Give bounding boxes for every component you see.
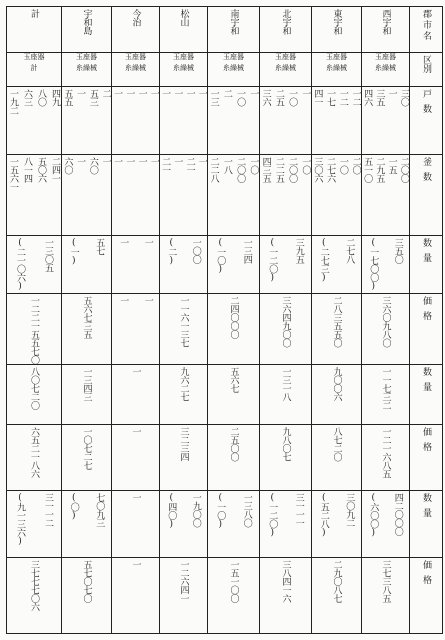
row-label-waste_price xyxy=(410,425,443,491)
cell-value: 一 xyxy=(300,89,311,98)
cell-value: 一 xyxy=(148,89,159,98)
cell-households-4 xyxy=(160,87,208,155)
sub-imabari: 玉座器 糸繰械 xyxy=(112,53,160,87)
cell-waste_qty-6 xyxy=(62,365,112,425)
cell-raw_silk_price-7 xyxy=(7,293,62,364)
cell-value: 三七三八五 xyxy=(380,559,391,603)
cell-value: 二 xyxy=(100,89,111,98)
header-minamiuwa: 南宇和 xyxy=(208,7,260,53)
cell-value: 二一 xyxy=(184,157,195,175)
row-label-text: 数量 xyxy=(421,367,431,398)
cell-value: 二二五 xyxy=(273,157,284,183)
cell-value: 一五六一 xyxy=(8,157,18,192)
cell-stoves-0 xyxy=(362,155,410,235)
cell-households-2 xyxy=(260,87,312,155)
sublabel-row xyxy=(7,53,443,87)
cell-value: 一〇 xyxy=(235,89,246,107)
cell-value: 二一 xyxy=(160,157,171,175)
cell-value: 一三四三 xyxy=(81,367,92,402)
cell-households-1 xyxy=(312,87,362,155)
cell-value: 二四一 xyxy=(50,157,60,183)
row-waste_price xyxy=(7,425,443,491)
cell-value: 二九五 xyxy=(374,157,385,183)
cell-value: 三六〇九八〇 xyxy=(380,295,391,347)
cell-value: 一九〇〇 xyxy=(190,493,201,528)
cell-raw_silk_qty-1 xyxy=(312,235,362,293)
cell-value: 一三一八 xyxy=(280,367,291,402)
sub-nishiuwa: 玉座器 糸繰械 xyxy=(362,53,410,87)
cell-waste_price-0 xyxy=(362,425,410,491)
cell-value: 一 xyxy=(142,295,153,305)
cell-value: 二〇〇 xyxy=(287,157,298,183)
cell-total_price-2 xyxy=(260,557,312,633)
cell-value: (一七〇〇) xyxy=(368,237,379,291)
row-total_price xyxy=(7,557,443,633)
row-label-raw_silk_price xyxy=(410,293,443,364)
cell-value: 一 xyxy=(130,427,141,436)
cell-value: 一 xyxy=(142,237,153,247)
cell-value: 一 xyxy=(172,89,183,98)
cell-value: 一二 xyxy=(337,89,348,107)
sub-total: 玉座器 計 xyxy=(7,53,62,87)
cell-value: 二七八 xyxy=(344,237,355,264)
cell-value: 一 xyxy=(130,367,141,376)
cell-waste_qty-3 xyxy=(208,365,260,425)
cell-waste_qty-4 xyxy=(160,365,208,425)
cell-value: 一一七三二 xyxy=(380,367,391,410)
cell-value: (二七三) xyxy=(318,237,329,283)
cell-total_qty-5 xyxy=(112,491,160,557)
row-label-raw_silk_qty xyxy=(410,235,443,293)
cell-households-7 xyxy=(7,87,62,155)
cell-value: 三六四九〇〇 xyxy=(280,295,291,347)
cell-value: 一五 xyxy=(386,157,397,175)
cell-value: 八一四 xyxy=(22,157,32,183)
cell-raw_silk_qty-2 xyxy=(260,235,312,293)
cell-value: 一二六四一 xyxy=(178,559,189,603)
row-waste_qty xyxy=(7,365,443,425)
cell-value: 四三五 xyxy=(260,157,271,183)
cell-stoves-4 xyxy=(160,155,208,235)
cell-total_price-4 xyxy=(160,557,208,633)
cell-waste_price-4 xyxy=(160,425,208,491)
row-label-households xyxy=(410,87,443,155)
cell-value: 五三 xyxy=(87,89,98,107)
cell-value: 一三八〇 xyxy=(241,493,252,528)
cell-households-5 xyxy=(112,87,160,155)
cell-total_qty-7 xyxy=(7,491,62,557)
cell-value: 一 xyxy=(112,157,123,166)
cell-raw_silk_price-5 xyxy=(112,293,160,364)
cell-value: 四六 xyxy=(362,89,373,107)
cell-value: 六〇 xyxy=(87,157,98,175)
sub-matsuyama: 玉座器 糸繰械 xyxy=(160,53,208,87)
cell-raw_silk_qty-6 xyxy=(62,235,112,293)
sub-minamiuwa: 玉座器 糸繰械 xyxy=(208,53,260,87)
cell-value: 八七二〇 xyxy=(331,427,342,462)
cell-value: 一七 xyxy=(325,89,336,107)
cell-value: 一九二 xyxy=(8,89,18,115)
cell-total_price-0 xyxy=(362,557,410,633)
cell-value: 五五 xyxy=(62,89,73,107)
cell-waste_qty-7 xyxy=(7,365,62,425)
cell-value: 二〇〇 xyxy=(235,157,246,183)
cell-raw_silk_qty-4 xyxy=(160,235,208,293)
cell-value: 一〇 xyxy=(248,157,259,175)
cell-total_price-3 xyxy=(208,557,260,633)
cell-value: 三六 xyxy=(260,89,271,107)
cell-value: 一 xyxy=(100,157,111,166)
cell-value: (一〇) xyxy=(215,237,226,274)
cell-value: 一八 xyxy=(221,157,232,175)
header-higashiuwa: 東宇和 xyxy=(312,7,362,53)
cell-value: 三〇六 xyxy=(312,157,323,183)
row-raw_silk_qty xyxy=(7,235,443,293)
cell-value: 一 xyxy=(196,89,207,98)
cell-value: 三一一二 xyxy=(43,493,53,528)
silk-production-table xyxy=(6,6,443,634)
cell-value: 二五 xyxy=(273,89,284,107)
row-label-text: 釜数 xyxy=(421,157,431,188)
cell-value: 三八四一六 xyxy=(280,559,291,603)
cell-value: 一〇〇 xyxy=(190,237,201,264)
header-row xyxy=(7,7,443,53)
row-label-text: 価格 xyxy=(421,559,431,590)
cell-value: 一 xyxy=(112,89,123,98)
cell-stoves-1 xyxy=(312,155,362,235)
cell-value: 二〇 xyxy=(350,157,361,175)
cell-value: 三七七七〇六 xyxy=(29,559,39,611)
row-label-text: 数量 xyxy=(421,493,431,524)
row-stoves xyxy=(7,155,443,235)
sub-higashiuwa: 玉座器 糸繰械 xyxy=(312,53,362,87)
cell-stoves-6 xyxy=(62,155,112,235)
cell-value: 八〇七二〇 xyxy=(29,367,39,410)
cell-value: (九一三六) xyxy=(15,493,25,547)
cell-value: 一 xyxy=(148,157,159,166)
row-label-text: 数量 xyxy=(421,237,431,268)
cell-total_price-7 xyxy=(7,557,62,633)
cell-value: 四一 xyxy=(312,89,323,107)
cell-waste_price-3 xyxy=(208,425,260,491)
cell-stoves-2 xyxy=(260,155,312,235)
cell-waste_price-7 xyxy=(7,425,62,491)
cell-value: 一〇七二七 xyxy=(81,427,92,470)
cell-raw_silk_price-1 xyxy=(312,293,362,364)
cell-value: 一三 xyxy=(208,89,219,107)
cell-value: 一三四 xyxy=(241,237,252,264)
cell-waste_qty-1 xyxy=(312,365,362,425)
cell-raw_silk_qty-5 xyxy=(112,235,160,293)
row-label-text: 価格 xyxy=(421,427,431,458)
row-label-stoves xyxy=(410,155,443,235)
header-kitauwa: 北宇和 xyxy=(260,7,312,53)
cell-value: 四二〇〇〇 xyxy=(392,493,403,536)
sub-uwajima: 玉座器 糸繰械 xyxy=(62,53,112,87)
cell-stoves-5 xyxy=(112,155,160,235)
cell-total_qty-1 xyxy=(312,491,362,557)
cell-value: 一 xyxy=(160,89,171,98)
cell-value: 五七 xyxy=(94,237,105,255)
header-matsuyama: 松山 xyxy=(160,7,208,53)
cell-value: 二 xyxy=(221,89,232,98)
cell-value: 一二 xyxy=(350,89,361,107)
cell-value: 九六二七 xyxy=(178,367,189,402)
cell-value: 一一六一三七 xyxy=(178,295,189,347)
cell-raw_silk_price-3 xyxy=(208,293,260,364)
cell-total_qty-3 xyxy=(208,491,260,557)
cell-raw_silk_qty-3 xyxy=(208,235,260,293)
header-imabari: 今治 xyxy=(112,7,160,53)
row-label-text: 価格 xyxy=(421,295,431,326)
cell-raw_silk_price-4 xyxy=(160,293,208,364)
cell-raw_silk_qty-7 xyxy=(7,235,62,293)
cell-value: 一二二一五五七〇 xyxy=(29,295,39,364)
header-total: 計 xyxy=(7,7,62,53)
cell-value: 一 xyxy=(130,559,141,569)
cell-value: 七〇九三 xyxy=(94,493,105,528)
cell-value: 一 xyxy=(172,157,183,166)
cell-total_price-1 xyxy=(312,557,362,633)
cell-value: 三九五 xyxy=(293,237,304,264)
cell-total_qty-4 xyxy=(160,491,208,557)
cell-value: (一二〇) xyxy=(267,493,278,538)
cell-value: 二七六 xyxy=(325,157,336,183)
row-raw_silk_price xyxy=(7,293,443,364)
cell-value: 八〇 xyxy=(36,89,46,107)
cell-value: 五一〇 xyxy=(362,157,373,183)
cell-waste_price-2 xyxy=(260,425,312,491)
cell-households-0 xyxy=(362,87,410,155)
cell-value: 二四〇〇〇 xyxy=(228,295,239,339)
cell-value: 一五一〇〇 xyxy=(228,559,239,603)
cell-value: 六五二一八六 xyxy=(29,427,39,479)
cell-value: 一 xyxy=(386,89,397,98)
cell-value: (六〇〇) xyxy=(368,493,379,538)
row-households xyxy=(7,87,443,155)
header-nishiuwa: 西宇和 xyxy=(362,7,410,53)
cell-value: 四九 xyxy=(50,89,60,107)
cell-total_price-5 xyxy=(112,557,160,633)
cell-value: 一 xyxy=(130,493,141,502)
cell-waste_qty-5 xyxy=(112,365,160,425)
cell-value: 一三〇五 xyxy=(43,237,53,272)
cell-value: 一〇 xyxy=(337,157,348,175)
cell-value: 一 xyxy=(136,89,147,98)
cell-value: 九八〇七 xyxy=(280,427,291,462)
cell-value: 一 xyxy=(118,237,129,247)
cell-value: 五六七三五 xyxy=(81,295,92,339)
cell-value: 一 xyxy=(124,89,135,98)
cell-value: 二〇〇 xyxy=(398,157,409,183)
cell-value: 二八三五五〇 xyxy=(331,295,342,347)
cell-waste_price-1 xyxy=(312,425,362,491)
cell-value: (五二八) xyxy=(318,493,329,538)
cell-value: 一〇 xyxy=(287,89,298,107)
cell-stoves-7 xyxy=(7,155,62,235)
cell-value: (一〇) xyxy=(215,493,226,530)
cell-value: 一二一六八五 xyxy=(380,427,391,479)
cell-value: (二一〇六) xyxy=(15,237,25,291)
cell-value: 一 xyxy=(184,89,195,98)
cell-value: 一 xyxy=(248,89,259,98)
cell-value: 一 xyxy=(136,157,147,166)
cell-value: 一 xyxy=(124,157,135,166)
cell-value: 二二八 xyxy=(208,157,219,183)
cell-total_qty-6 xyxy=(62,491,112,557)
cell-total_qty-2 xyxy=(260,491,312,557)
cell-value: 三一一一 xyxy=(293,493,304,528)
cell-value: 六〇 xyxy=(62,157,73,175)
cell-value: (一二〇) xyxy=(267,237,278,283)
cell-value: 三二三四 xyxy=(178,427,189,462)
cell-total_price-6 xyxy=(62,557,112,633)
cell-value: 五七〇七〇 xyxy=(81,559,92,603)
cell-raw_silk_price-0 xyxy=(362,293,410,364)
row-label-total_price xyxy=(410,557,443,633)
cell-value: 五〇六 xyxy=(36,157,46,183)
cell-households-3 xyxy=(208,87,260,155)
cell-value: (一) xyxy=(68,237,79,266)
row-label-text: 戸数 xyxy=(421,89,431,120)
sub-kitauwa: 玉座器 糸繰械 xyxy=(260,53,312,87)
cell-raw_silk_price-6 xyxy=(62,293,112,364)
cell-value: 三〇九二 xyxy=(344,493,355,528)
header-district-name: 郡市名 xyxy=(410,7,443,53)
cell-stoves-3 xyxy=(208,155,260,235)
cell-total_qty-0 xyxy=(362,491,410,557)
cell-value: 一 xyxy=(75,89,86,98)
cell-value: 一 xyxy=(196,157,207,166)
cell-value: 六三 xyxy=(22,89,32,107)
cell-value: 二五〇〇 xyxy=(228,427,239,462)
row-label-total_qty xyxy=(410,491,443,557)
cell-value: 三五 xyxy=(374,89,385,107)
cell-waste_qty-2 xyxy=(260,365,312,425)
cell-value: 三〇 xyxy=(398,89,409,107)
cell-waste_price-5 xyxy=(112,425,160,491)
cell-waste_price-6 xyxy=(62,425,112,491)
cell-value: 九〇〇六 xyxy=(331,367,342,402)
cell-raw_silk_price-2 xyxy=(260,293,312,364)
cell-value: 三五〇 xyxy=(392,237,403,264)
cell-value: (〇) xyxy=(68,493,79,521)
sub-category: 区別 xyxy=(410,53,443,87)
cell-value: 一 xyxy=(75,157,86,166)
cell-value: 一 xyxy=(118,295,129,305)
cell-value: 五六七 xyxy=(228,367,239,393)
cell-value: 一〇 xyxy=(300,157,311,175)
cell-raw_silk_qty-0 xyxy=(362,235,410,293)
header-uwajima: 宇和島 xyxy=(62,7,112,53)
cell-waste_qty-0 xyxy=(362,365,410,425)
cell-households-6 xyxy=(62,87,112,155)
cell-value: (二) xyxy=(166,237,177,266)
row-label-waste_qty xyxy=(410,365,443,425)
row-total_qty xyxy=(7,491,443,557)
cell-value: (四〇) xyxy=(166,493,177,530)
cell-value: 二九〇八七 xyxy=(331,559,342,603)
